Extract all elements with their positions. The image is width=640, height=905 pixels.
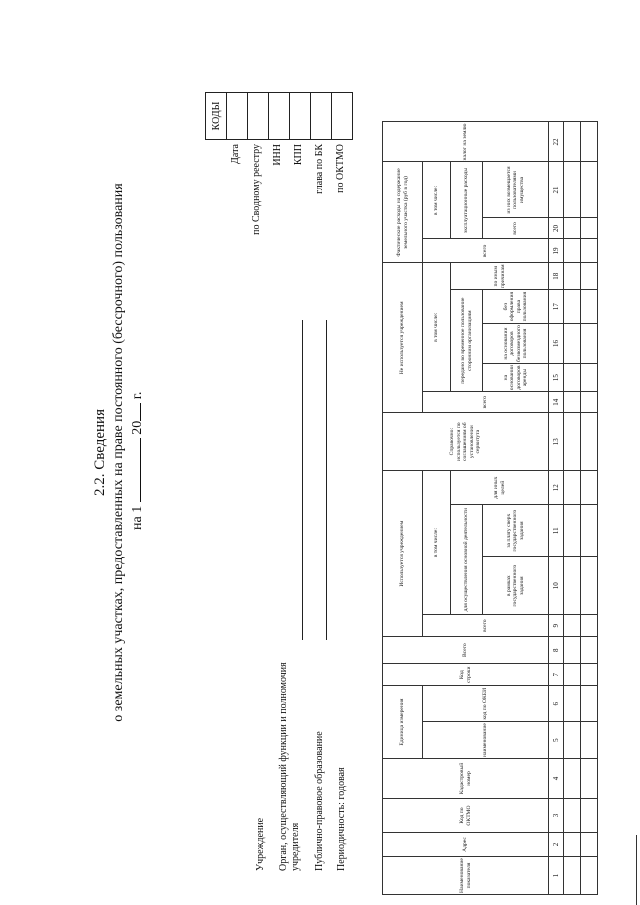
table-cell[interactable] — [564, 557, 581, 615]
label-inn: ИНН — [272, 144, 283, 166]
table-cell[interactable] — [564, 122, 581, 162]
column-number: 4 — [549, 759, 564, 799]
table-cell[interactable] — [564, 471, 581, 505]
label-founder-line1: Орган, осуществляющий функции и полномочия — [278, 662, 289, 871]
table-cell[interactable] — [581, 664, 598, 686]
label-founder-line2: учредителя — [290, 822, 301, 871]
table-cell[interactable] — [564, 833, 581, 857]
column-number: 7 — [549, 664, 564, 686]
public-entity-underline — [326, 320, 327, 640]
hdr-not-used-total: всего — [423, 392, 549, 413]
label-date: Дата — [230, 144, 241, 164]
table-cell[interactable] — [581, 615, 598, 637]
report-date-line — [129, 392, 146, 530]
column-number: 20 — [549, 218, 564, 239]
hdr-within-task: в рамках государственного задания — [483, 557, 549, 615]
hdr-expenses: Фактические расходы на содержание земельного участка (руб в год) — [383, 162, 423, 263]
table-cell[interactable] — [581, 637, 598, 664]
table-row — [581, 122, 598, 895]
code-inn-cell — [269, 93, 290, 140]
date-year-prefix: 20 — [130, 420, 145, 435]
hdr-oktmo: Код по ОКТМО — [383, 799, 549, 833]
column-number: 10 — [549, 557, 564, 615]
table-cell[interactable] — [581, 363, 598, 391]
table-cell[interactable] — [564, 218, 581, 239]
label-public-entity: Публично-правовое образование — [314, 731, 325, 871]
hdr-used-total: всего — [423, 615, 549, 637]
hdr-name: Наименование показателя — [383, 857, 549, 895]
hdr-servitude: Справочно: используется по соглашениям об установлении сервитута — [383, 413, 549, 471]
table-cell[interactable] — [564, 722, 581, 759]
table-cell[interactable] — [564, 413, 581, 471]
hdr-other-reasons: по иным причинам — [451, 263, 549, 290]
table-cell[interactable] — [564, 799, 581, 833]
hdr-unit: Единица измерения — [383, 686, 423, 759]
form-subtitle: о земельных участках, предоставленных на праве постоянного (бессрочного) пользования — [111, 183, 126, 722]
table-cell[interactable] — [564, 363, 581, 391]
founder-underline — [302, 320, 303, 640]
table-cell[interactable] — [564, 263, 581, 290]
table-cell[interactable] — [581, 722, 598, 759]
column-number: 18 — [549, 263, 564, 290]
hdr-free-use: на основании договоров безвозмездного пользования — [483, 324, 549, 364]
hdr-total: Всего — [383, 637, 549, 664]
date-suffix: г. — [130, 391, 145, 400]
hdr-operational: эксплуатационные расходы — [451, 162, 483, 239]
table-cell[interactable] — [581, 857, 598, 895]
label-oktmo: по ОКТМО — [335, 144, 346, 193]
label-institution: Учреждение — [255, 817, 266, 871]
label-registry: по Сводному реестру — [251, 144, 262, 235]
hdr-no-formalization: без оформления права пользования — [483, 290, 549, 324]
table-cell[interactable] — [564, 664, 581, 686]
table-cell[interactable] — [564, 637, 581, 664]
table-row — [564, 122, 581, 895]
hdr-used-incl: в том числе: — [423, 471, 451, 615]
code-oktmo-cell — [332, 93, 353, 140]
column-number: 5 — [549, 722, 564, 759]
hdr-unit-okei: код по ОКЕИ — [423, 686, 549, 722]
table-cell[interactable] — [564, 392, 581, 413]
land-plots-table — [382, 121, 598, 895]
table-cell[interactable] — [581, 833, 598, 857]
date-prefix: на 1 — [130, 505, 145, 530]
hdr-other-purposes: для иных целей — [451, 471, 549, 505]
bottom-rule — [636, 835, 637, 905]
column-number: 15 — [549, 363, 564, 391]
date-year-blank — [129, 403, 141, 421]
date-day-month-blank — [129, 438, 141, 502]
table-cell[interactable] — [581, 505, 598, 557]
hdr-line-code: Код строки — [383, 664, 549, 686]
hdr-exp-total2: всего — [483, 218, 549, 239]
table-cell[interactable] — [564, 324, 581, 364]
column-number-row — [549, 122, 564, 895]
hdr-beyond-task: за плату сверх государственного задания — [483, 505, 549, 557]
table-cell[interactable] — [564, 857, 581, 895]
column-number: 3 — [549, 799, 564, 833]
hdr-land-tax: налог на землю — [383, 122, 549, 162]
column-number: 6 — [549, 686, 564, 722]
table-cell[interactable] — [581, 413, 598, 471]
table-cell[interactable] — [581, 686, 598, 722]
hdr-transferred: передано во временное пользование сторонним организациям — [451, 290, 483, 392]
code-kpp-cell — [290, 93, 311, 140]
column-number: 19 — [549, 239, 564, 263]
codes-heading: КОДЫ — [206, 93, 227, 140]
table-cell[interactable] — [581, 471, 598, 505]
column-number: 1 — [549, 857, 564, 895]
hdr-used: Используется учреждением — [383, 471, 423, 637]
table-cell[interactable] — [581, 392, 598, 413]
column-number: 17 — [549, 290, 564, 324]
column-number: 2 — [549, 833, 564, 857]
column-number: 11 — [549, 505, 564, 557]
hdr-address: Адрес — [383, 833, 549, 857]
table-cell[interactable] — [564, 686, 581, 722]
column-number: 13 — [549, 413, 564, 471]
table-cell[interactable] — [564, 615, 581, 637]
hdr-not-used: Не используется учреждением — [383, 263, 423, 413]
label-periodicity: Периодичность: годовая — [336, 767, 347, 871]
table-cell[interactable] — [581, 239, 598, 263]
hdr-unit-name: наименование — [423, 722, 549, 759]
hdr-exp-incl: в том числе: — [423, 162, 451, 239]
table-cell[interactable] — [564, 505, 581, 557]
table-cell[interactable] — [581, 122, 598, 162]
hdr-lease: на основании договоров аренды — [483, 363, 549, 391]
column-number: 22 — [549, 122, 564, 162]
code-bk-cell — [311, 93, 332, 140]
column-number: 12 — [549, 471, 564, 505]
table-cell[interactable] — [564, 290, 581, 324]
column-number: 9 — [549, 615, 564, 637]
table-cell[interactable] — [581, 218, 598, 239]
form-title: 2.2. Сведения — [92, 409, 108, 496]
table-cell[interactable] — [581, 290, 598, 324]
codes-box — [205, 92, 353, 140]
column-number: 16 — [549, 324, 564, 364]
hdr-exp-total: всего — [423, 239, 549, 263]
code-registry-cell — [248, 93, 269, 140]
column-number: 14 — [549, 392, 564, 413]
hdr-not-used-incl: в том числе: — [423, 263, 451, 392]
code-date-cell — [227, 93, 248, 140]
table-cell[interactable] — [564, 162, 581, 218]
table-cell[interactable] — [581, 324, 598, 364]
label-kpp: КПП — [293, 144, 304, 166]
label-bk-head: глава по БК — [314, 144, 325, 194]
table-cell[interactable] — [581, 263, 598, 290]
table-cell[interactable] — [564, 759, 581, 799]
column-number: 8 — [549, 637, 564, 664]
hdr-cadastral: Кадастровый номер — [383, 759, 549, 799]
table-cell[interactable] — [581, 799, 598, 833]
table-cell[interactable] — [581, 759, 598, 799]
table-cell[interactable] — [564, 239, 581, 263]
column-number: 21 — [549, 162, 564, 218]
hdr-reimbursed: из них возмещается пользователями имущества — [483, 162, 549, 218]
hdr-main-activity: для осуществления основной деятельности — [451, 505, 483, 615]
table-cell[interactable] — [581, 557, 598, 615]
table-cell[interactable] — [581, 162, 598, 218]
